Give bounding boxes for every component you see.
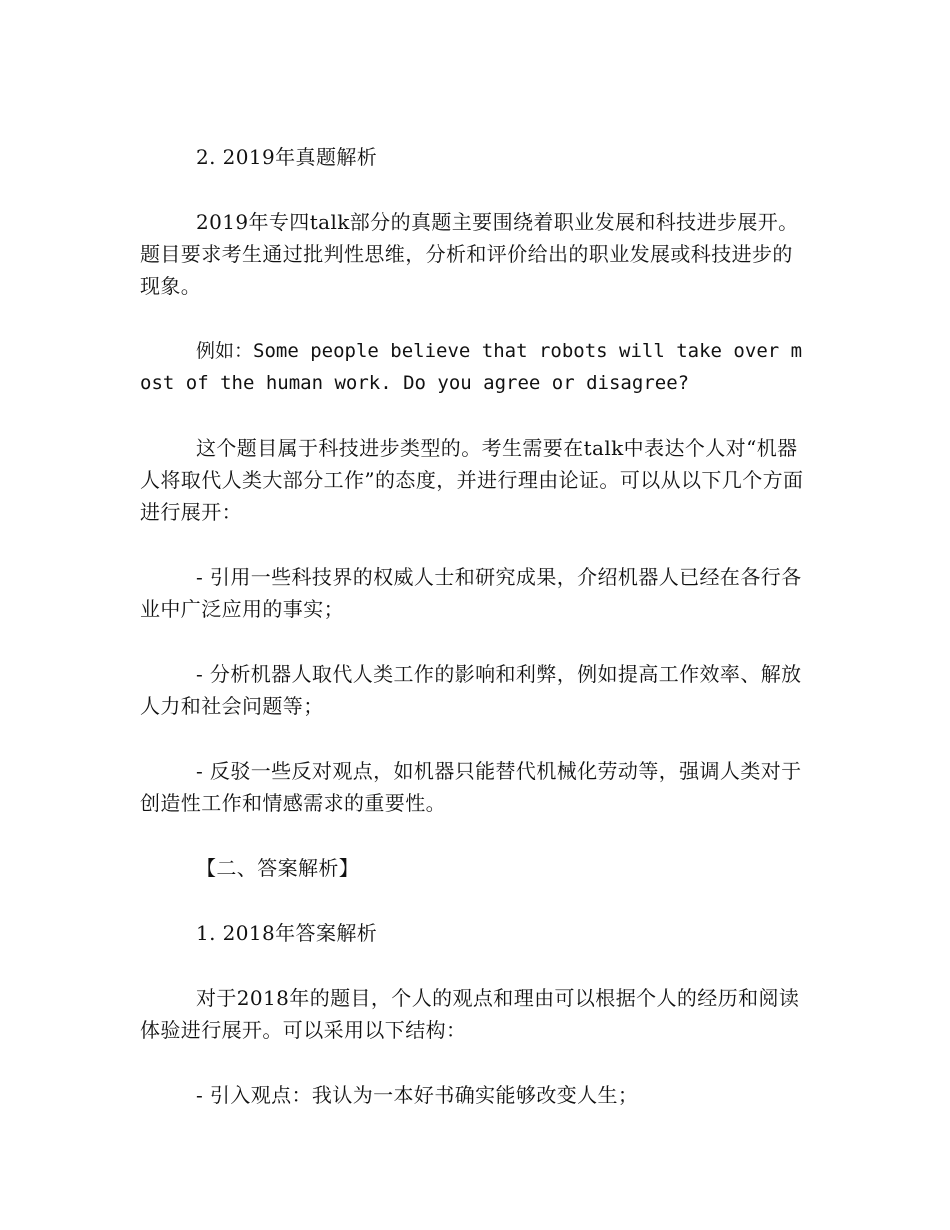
- list-item-rebut-opposition: - 反驳一些反对观点，如机器只能替代机械化劳动等，强调人类对于创造性工作和情感需求的重要性。: [140, 759, 802, 815]
- list-item-cite-authorities: - 引用一些科技界的权威人士和研究成果，介绍机器人已经在各行各业中广泛应用的事实；: [140, 565, 802, 621]
- paragraph-2018-answer: 对于2018年的题目，个人的观点和理由可以根据个人的经历和阅读体验进行展开。可以采用以下结构：: [140, 986, 800, 1042]
- paragraph-2019-overview: 2019年专四talk部分的真题主要围绕着职业发展和科技进步展开。题目要求考生通过批判性思维，分析和评价给出的职业发展或科技进步的现象。: [140, 210, 799, 298]
- paragraph-example-question: 例如：Some people believe that robots will take over most of the human work. Do you agree or disagree?: [140, 340, 803, 394]
- document-body: [140, 141, 808, 1144]
- section-heading-2019: 2. 2019年真题解析: [196, 145, 378, 169]
- section-heading-2018: 1. 2018年答案解析: [196, 921, 378, 945]
- section-heading-answers: 【二、答案解析】: [196, 856, 360, 880]
- list-item-analyze-impact: - 分析机器人取代人类工作的影响和利弊，例如提高工作效率、解放人力和社会问题等；: [140, 662, 802, 718]
- paragraph-topic-analysis: 这个题目属于科技进步类型的。考生需要在talk中表达个人对“机器人将取代人类大部分工作”的态度，并进行理由论证。可以从以下几个方面进行展开：: [140, 436, 804, 524]
- list-item-introduce-view: - 引入观点：我认为一本好书确实能够改变人生；: [196, 1083, 639, 1107]
